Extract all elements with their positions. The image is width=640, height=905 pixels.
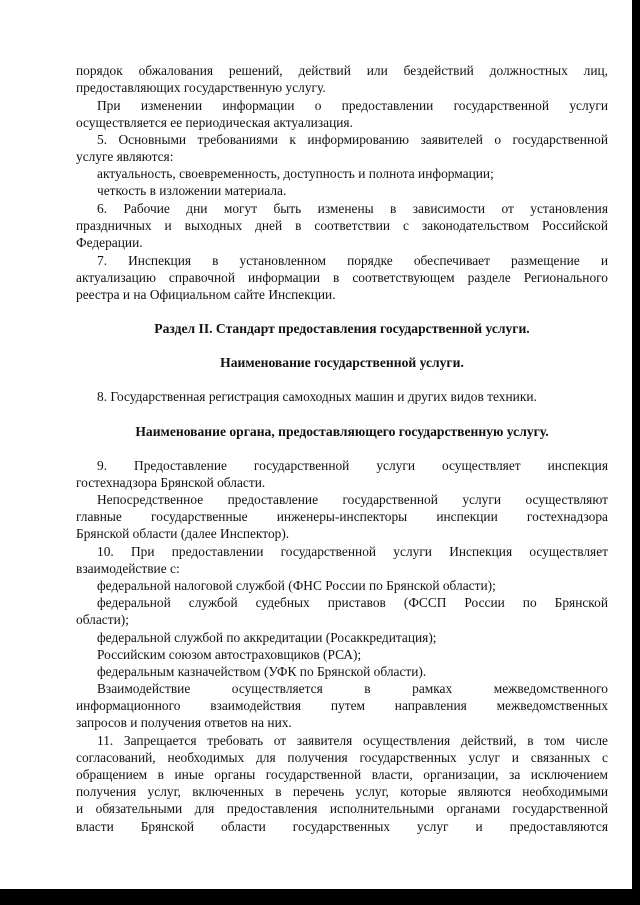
text-line: Российским союзом автостраховщиков (РСА); [97,647,362,662]
text-line: Взаимодействие осуществляется в рамках межведомственного [97,681,608,696]
text-line: гостехнадзора Брянской области. [76,475,266,490]
text-line: 10. При предоставлении государственной услуги Инспекция осуществляет [97,544,608,559]
text-line: порядок обжалования решений, действий или бездействий должностных лиц, [76,63,608,78]
text-line: взаимодействие с: [76,561,180,576]
text-line: обращением в иные органы государственной власти, организации, за исключением [76,767,608,782]
text-line: 11. Запрещается требовать от заявителя осуществления действий, в том числе [97,733,608,748]
text-line: 6. Рабочие дни могут быть изменены в зависимости от установления [97,201,608,216]
text-line: согласований, необходимых для получения государственных услуг и связанных с [76,750,608,765]
text-line: осуществляется ее периодическая актуализация. [76,115,353,130]
section-heading: Раздел II. Стандарт предоставления государственной услуги. [154,321,530,336]
text-line: актуализацию справочной информации в соответствующем разделе Регионального [76,270,608,285]
text-line: Непосредственное предоставление государственной услуги осуществляют [97,492,608,507]
text-line: услуге являются: [76,149,174,164]
scan-edge-right [632,0,640,905]
text-line: Брянской области (далее Инспектор). [76,526,290,541]
text-line: реестра и на Официальном сайте Инспекции. [76,287,336,302]
text-line: 8. Государственная регистрация самоходных машин и других видов техники. [97,389,537,404]
text-line: главные государственные инженеры-инспекторы инспекции гостехнадзора [76,509,608,524]
subheading-service-name: Наименование государственной услуги. [220,355,464,370]
text-line: актуальность, своевременность, доступность и полнота информации; [97,166,494,181]
text-line: власти Брянской области государственных услуг и предоставляются [76,819,608,834]
text-line: федеральным казначейством (УФК по Брянской области). [97,664,427,679]
text-line: 7. Инспекция в установленном порядке обеспечивает размещение и [97,253,608,268]
text-line: При изменении информации о предоставлении государственной услуги [97,98,608,113]
text-line: Федерации. [76,235,143,250]
text-line: получения услуг, включенных в перечень услуг, которые являются необходимыми [76,784,608,799]
text-line: предоставляющих государственную услугу. [76,80,326,95]
text-line: 9. Предоставление государственной услуги осуществляет инспекция [97,458,608,473]
text-line: запросов и получения ответов на них. [76,715,292,730]
text-line: области); [76,612,129,627]
text-line: 5. Основными требованиями к информированию заявителей о государственной [97,132,608,147]
text-line: и обязательными для предоставления исполнительными органами государственной [76,801,608,816]
text-line: федеральной налоговой службой (ФНС России по Брянской области); [97,578,496,593]
text-line: праздничных и выходных дней в соответствии с законодательством Российской [76,218,608,233]
text-line: федеральной службой по аккредитации (Росаккредитация); [97,630,437,645]
text-line: четкость в изложении материала. [97,183,287,198]
text-line: информационного взаимодействия путем направления межведомственных [76,698,608,713]
text-line: федеральной службой судебных приставов (ФССП России по Брянской [97,595,608,610]
scan-edge-bottom [0,889,640,905]
subheading-authority-name: Наименование органа, предоставляющего государственную услугу. [135,424,549,439]
